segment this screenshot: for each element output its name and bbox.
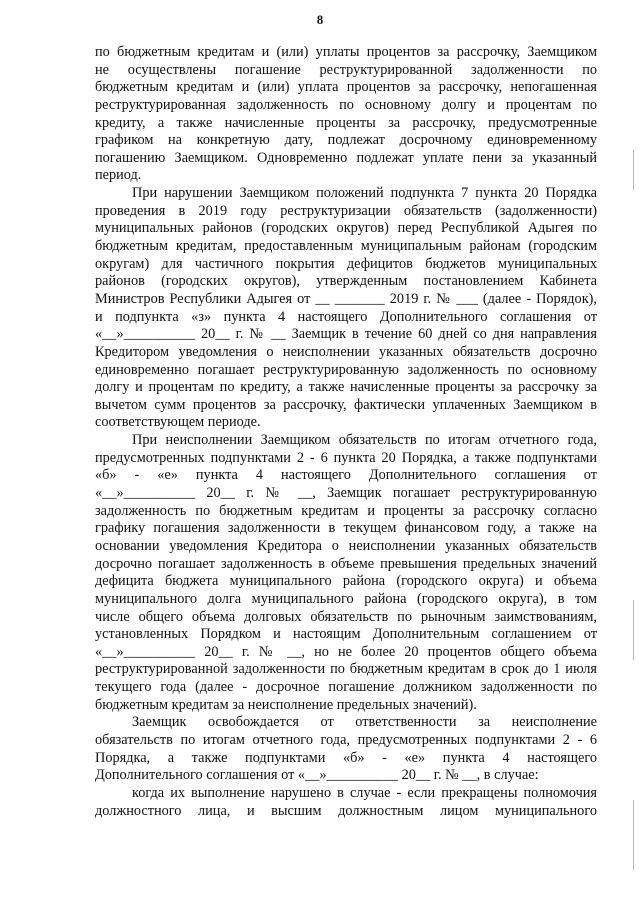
text-line: период.	[95, 167, 142, 184]
text-line: соответствующем периоде.	[95, 414, 261, 431]
text-line: реструктурированная задолженность по основному долгу и процентам по	[95, 96, 597, 113]
text-line: числе общего объема долговых обязательств по рыночным заимствованиям,	[95, 608, 597, 625]
text-line: «б» - «е» пункта 4 настоящего Дополнительного соглашения от	[95, 467, 597, 484]
text-line: задолженность по бюджетным кредитам и проценты за рассрочку согласно	[95, 502, 597, 519]
text-line: установленных Порядком и настоящим Дополнительным соглашением от	[95, 626, 597, 643]
text-line: Порядка, а также подпунктами «б» - «е» пункта 4 настоящего	[95, 749, 597, 766]
text-line: Дополнительного соглашения от «__»__________ 20__ г. № __, в случае:	[95, 767, 539, 784]
scan-edge-mark	[633, 800, 634, 870]
text-line: Кредитором уведомления о неисполнении указанных обязательств досрочно	[95, 343, 597, 360]
text-line: «__»__________ 20__ г. № __, Заемщик погашает реструктурированную	[95, 485, 597, 502]
text-line: когда их выполнение нарушено в случае - если прекращены полномочия	[132, 784, 597, 801]
page-number: 8	[316, 13, 324, 27]
text-line: досрочно погашает задолженность в объеме превышения предельных значений	[95, 555, 597, 572]
scan-edge-mark	[633, 600, 634, 660]
text-line: бюджетным кредитам, предоставленным муниципальным районам (городским	[95, 238, 597, 255]
text-line: муниципального долга муниципального района (городского округа), в том	[95, 590, 597, 607]
text-line: муниципальных районов (городских округов) перед Республикой Адыгея по	[95, 220, 597, 237]
text-line: графиком на конкретную дату, подлежат досрочному единовременному	[95, 132, 597, 149]
text-line: погашению Заемщиком. Одновременно подлежат уплате пени за указанный	[95, 149, 597, 166]
text-line: округам) для частичного покрытия дефицитов бюджетов муниципальных	[95, 255, 597, 272]
text-line: бюджетным кредитам и (или) уплата процентов за рассрочку, непогашенная	[95, 79, 597, 96]
text-line: реструктурированной задолженности по бюджетным кредитам в срок до 1 июля	[95, 661, 597, 678]
text-line: вычетом сумм процентов за рассрочку, фактически уплаченных Заемщиком в	[95, 396, 597, 413]
document-body	[95, 44, 597, 820]
text-line: единовременно погашает реструктурированную задолженность по основному	[95, 361, 597, 378]
text-line: «__»__________ 20__ г. № __, но не более 20 процентов общего объема	[95, 643, 597, 660]
text-line: обязательств по итогам отчетного года, предусмотренных подпунктами 2 - 6	[95, 731, 597, 748]
text-line: При нарушении Заемщиком положений подпункта 7 пункта 20 Порядка	[132, 185, 597, 202]
text-line: районов (городских округов), утвержденным постановлением Кабинета	[95, 273, 597, 290]
text-line: проведения в 2019 году реструктуризации обязательств (задолженности)	[95, 202, 597, 219]
text-line: При неисполнении Заемщиком обязательств по итогам отчетного года,	[132, 432, 597, 449]
text-line: текущего года (далее - досрочное погашение должником задолженности по	[95, 679, 597, 696]
text-line: не осуществлены погашение реструктурированной задолженности по	[95, 61, 597, 78]
scan-edge-mark	[633, 150, 634, 190]
text-line: «__»__________ 20__ г. № __ Заемщик в течение 60 дней со дня направления	[95, 326, 597, 343]
text-line: по бюджетным кредитам и (или) уплаты процентов за рассрочку, Заемщиком	[95, 44, 597, 60]
text-line: Министров Республики Адыгея от __ _______ 2019 г. № ___ (далее - Порядок),	[95, 290, 597, 307]
text-line: бюджетным кредитам за неисполнение предельных значений).	[95, 696, 477, 713]
text-line: должностного лица, и высшим должностным лицом муниципального	[95, 802, 597, 819]
text-line: графику погашения задолженности в текущем финансовом году, а также на	[95, 520, 597, 537]
text-line: дефицита бюджета муниципального района (городского округа) и объема	[95, 573, 597, 590]
text-line: Заемщик освобождается от ответственности за неисполнение	[132, 714, 597, 731]
text-line: кредиту, а также начисленные проценты за рассрочку, предусмотренные	[95, 114, 597, 131]
text-line: долгу и процентам по кредиту, а также начисленные проценты за рассрочку за	[95, 379, 597, 396]
text-line: и подпункта «з» пункта 4 настоящего Дополнительного соглашения от	[95, 308, 597, 325]
text-line: предусмотренных подпунктами 2 - 6 пункта 20 Порядка, а также подпунктами	[95, 449, 597, 466]
text-line: основании уведомления Кредитора о неисполнении указанных обязательств	[95, 537, 597, 554]
